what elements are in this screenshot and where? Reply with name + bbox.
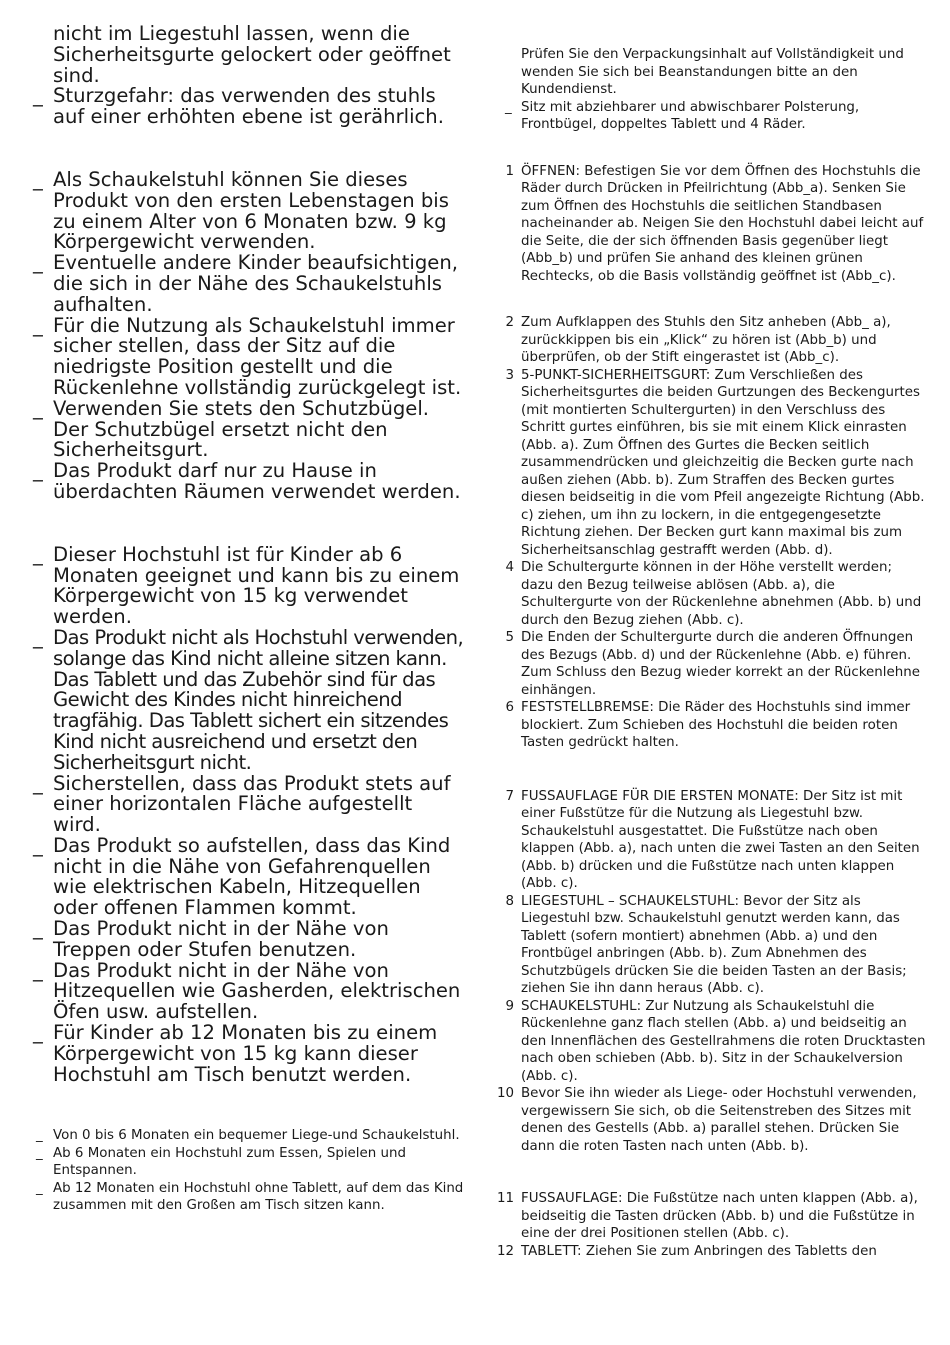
bullet-dash: _ (33, 251, 43, 275)
instruction-step-group (496, 314, 928, 752)
instruction-step: 7 FUSSAUFLAGE FÜR DIE ERSTEN MONATE: Der Sitz ist mit einer Fußstütze für die Nutzung als Liegestuhl bzw. Schaukelstuhl ausgestattet. Die Fußstütze nach oben klappen (Abb. a), nach unten die zwei Tasten an den Seiten (Abb. b) drücken und die Fußstütze nach unten klappen (Abb. c). (496, 788, 928, 893)
bullet-dash: _ (36, 1180, 43, 1196)
step-number: 4 (505, 560, 514, 575)
warning-item: _ Das Produkt nicht in der Nähe von Hitzequellen wie Gasherden, elektrischen Öfen usw. aufstellen. (33, 958, 461, 1024)
contents-item: _ Sitz mit abziehbarer und abwischbarer Polsterung, Frontbügel, doppeltes Tablett und 4 Räder. (505, 99, 860, 132)
warning-item: _ Sturzgefahr: das verwenden des stuhls auf einer erhöhten ebene ist gerährlich. (33, 84, 444, 129)
instruction-step: 10 Bevor Sie ihn wieder als Liege- oder Hochstuhl verwenden, vergewissern Sie sich, ob die Seitenstreben des Sitzes mit denen des Gestells (Abb. a) parallel stehen. Drücken Sie dann die roten Tasten nach unten (Abb. b). (496, 1086, 917, 1154)
warning-item: _ Für die Nutzung als Schaukelstuhl immer sicher stellen, dass der Sitz auf die niedrigste Position gestellt und die Rückenlehne vollständig zurückgelegt ist. (33, 313, 462, 399)
warning-item: _ Als Schaukelstuhl können Sie dieses Produkt von den ersten Lebenstagen bis zu einem Alter von 6 Monaten bzw. 9 kg Körpergewicht verwenden. (33, 167, 449, 254)
warning-item: _ Verwenden Sie stets den Schutzbügel. Der Schutzbügel ersetzt nicht den Sicherheitsgurt. (33, 396, 430, 462)
contents-item: Prüfen Sie den Verpackungsinhalt auf Vollständigkeit und wenden Sie sich bei Beanstandungen bitte an den Kundendienst. (521, 47, 904, 97)
step-number: 11 (496, 1191, 514, 1206)
step-number: 9 (505, 998, 514, 1014)
instruction-step: 6 FESTSTELLBREMSE: Die Räder des Hochstuhls sind immer blockiert. Zum Schieben des Hochstuhl die beiden roten Tasten gedrückt halten. (496, 699, 928, 752)
step-number: 10 (496, 1086, 514, 1101)
left-column (24, 24, 464, 1215)
bullet-dash: _ (33, 313, 43, 337)
instruction-step: 3 5-PUNKT-SICHERHEITSGURT: Zum Verschließen des Sicherheitsgurtes die beiden Gurtzungen des Beckengurtes (mit montierten Schultergurten) in den Verschluss des Schritt gurtes einführen, bis sie mit einem Klick einrasten (Abb. a). Zum Öffnen des Gurtes die Becken seitlich zusammendrücken und gleichzeitig die Becken gurte nach außen ziehen (Abb. b). Zum Straffen des Becken gurtes diesen beidseitig in die vom Pfeil angezeigte Richtung (Abb. c) ziehen, um ihn zu lockern, in die entgegengesetzte Richtung ziehen. Der Becken gurt kann maximal bis zum Sicherheitsanschlag gestrafft werden (Abb. d). (496, 367, 928, 560)
instruction-step: 5 Die Enden der Schultergurte durch die anderen Öffnungen des Bezugs (Abb. d) und der Rückenlehne (Abb. e) führen. Zum Schluss den Bezug wieder korrekt an der Rückenlehne einhängen. (496, 629, 928, 699)
warning-item: _ Das Produkt nicht als Hochstuhl verwenden, solange das Kind nicht alleine sitzen kann. Das Tablett und das Zubehör sind für das Gewicht des Kindes nicht hinreichend tragfähig. Das Tablett sichert ein sitzendes Kind nicht ausreichend und ersetzt den Sicherheitsgurt nicht. (33, 625, 464, 774)
right-column (496, 46, 928, 1260)
instruction-step: 8 LIEGESTUHL – SCHAUKELSTUHL: Bevor der Sitz als Liegestuhl bzw. Schaukelstuhl genutzt werden kann, das Tablett (sofern montiert) abnehmen (Abb. a) und den Frontbügel anbringen (Abb. b). Zum Abnehmen des Schutzbügels drücken Sie die beiden Tasten an der Basis; ziehen Sie ihn dann heraus (Abb. c). (496, 893, 928, 998)
step-number: 2 (505, 315, 514, 330)
step-number: 3 (505, 367, 514, 383)
instruction-step: 4 Die Schultergurte können in der Höhe verstellt werden; dazu den Bezug teilweise ablösen (Abb. a), die Schultergurte von der Rückenlehne abnehmen (Abb. b) und durch den Bezug ziehen (Abb. c). (496, 559, 928, 629)
instruction-step: 12 TABLETT: Ziehen Sie zum Anbringen des Tabletts den (496, 1243, 877, 1259)
instruction-step: 1 ÖFFNEN: Befestigen Sie vor dem Öffnen des Hochstuhls die Räder durch Drücken in Pfeilrichtung (Abb_a). Senken Sie zum Öffnen des Hochstuhls die seitlichen Standbasen nacheinander ab. Neigen Sie den Hochstuhl dabei leicht auf die Seite, die der sich öffnenden Basis gegenüber liegt (Abb_b) und prüfen Sie anhand des kleinen grünen Rechtecks, ob die Basis vollständig geöffnet ist (Abb_c). (496, 163, 928, 286)
warning-item: _ Dieser Hochstuhl ist für Kinder ab 6 Monaten geeignet und kann bis zu einem Körpergewicht von 15 kg verwendet werden. (33, 542, 460, 629)
bullet-dash: _ (33, 1021, 43, 1045)
instruction-step-group (496, 163, 928, 286)
bullet-dash: _ (33, 917, 43, 941)
warning-item: _ Eventuelle andere Kinder beaufsichtigen, die sich in der Nähe des Schaukelstuhls aufhalten. (33, 251, 459, 316)
warning-item: _ Das Produkt darf nur zu Hause in überdachten Räumen verwendet werden. (33, 459, 461, 503)
warning-item: _ Das Produkt nicht in der Nähe von Treppen oder Stufen benutzen. (33, 917, 389, 961)
warning-item: _ Das Produkt so aufstellen, dass das Kind nicht in die Nähe von Gefahrenquellen wie elektrischen Kabeln, Hitzequellen oder offenen Flammen kommt. (33, 833, 451, 920)
instruction-step: 2 Zum Aufklappen des Stuhls den Sitz anheben (Abb_ a), zurückkippen bis ein „Klick“ zu hören ist (Abb_b) und überprüfen, ob der Stift eingerastet ist (Abb_c). (496, 314, 928, 367)
bullet-dash: _ (33, 625, 43, 649)
feature-item: _ Ab 12 Monaten ein Hochstuhl ohne Tablett, auf dem das Kind zusammen mit den Großen am Tisch sitzen kann. (36, 1180, 464, 1214)
package-contents (496, 46, 928, 134)
bullet-dash: _ (505, 99, 512, 115)
instruction-step: 11 FUSSAUFLAGE: Die Fußstütze nach unten klappen (Abb. a), beidseitig die Tasten drücken (Abb. b) und die Fußstütze in eine der drei Positionen stellen (Abb. c). (496, 1191, 918, 1241)
step-number: 1 (505, 163, 514, 179)
bullet-dash: _ (33, 459, 43, 483)
feature-item: _ Ab 6 Monaten ein Hochstuhl zum Essen, Spielen und Entspannen. (36, 1145, 406, 1179)
instruction-step-group (496, 788, 928, 1156)
bullet-dash: _ (33, 771, 43, 795)
warning-item: _ Für Kinder ab 12 Monaten bis zu einem Körpergewicht von 15 kg kann dieser Hochstuhl am Tisch benutzt werden. (33, 1021, 438, 1086)
warnings-continued (24, 24, 464, 128)
step-number: 5 (505, 630, 514, 645)
step-number: 8 (505, 893, 514, 909)
instruction-step: 9 SCHAUKELSTUHL: Zur Nutzung als Schaukelstuhl die Rückenlehne ganz flach stellen (Abb. a) und beidseitig an den Innenflächen des Gestellrahmens die roten Drucktasten nach oben schieben (Abb. b). Sitz in der Schaukelversion (Abb. c). (496, 998, 928, 1086)
instruction-step-group (496, 1190, 928, 1260)
bullet-dash: _ (33, 84, 43, 108)
bullet-dash: _ (33, 958, 43, 982)
bullet-dash: _ (33, 167, 43, 191)
step-number: 7 (505, 788, 514, 804)
rocker-warnings (24, 167, 464, 503)
bullet-dash: _ (33, 833, 43, 857)
feature-item: _ Von 0 bis 6 Monaten ein bequemer Liege-und Schaukelstuhl. (36, 1128, 460, 1144)
bullet-dash: _ (33, 542, 43, 566)
highchair-warnings (24, 542, 464, 1086)
warning-item: nicht im Liegestuhl lassen, wenn die Sicherheitsgurte gelockert oder geöffnet sind. (53, 22, 451, 87)
step-number: 12 (496, 1243, 514, 1259)
bullet-dash: _ (36, 1128, 43, 1144)
bullet-dash: _ (33, 396, 43, 420)
bullet-dash: _ (36, 1145, 43, 1161)
features-list (24, 1127, 464, 1215)
warning-item: _ Sicherstellen, dass das Produkt stets auf einer horizontalen Fläche aufgestellt wird. (33, 771, 451, 837)
step-number: 6 (505, 700, 514, 715)
